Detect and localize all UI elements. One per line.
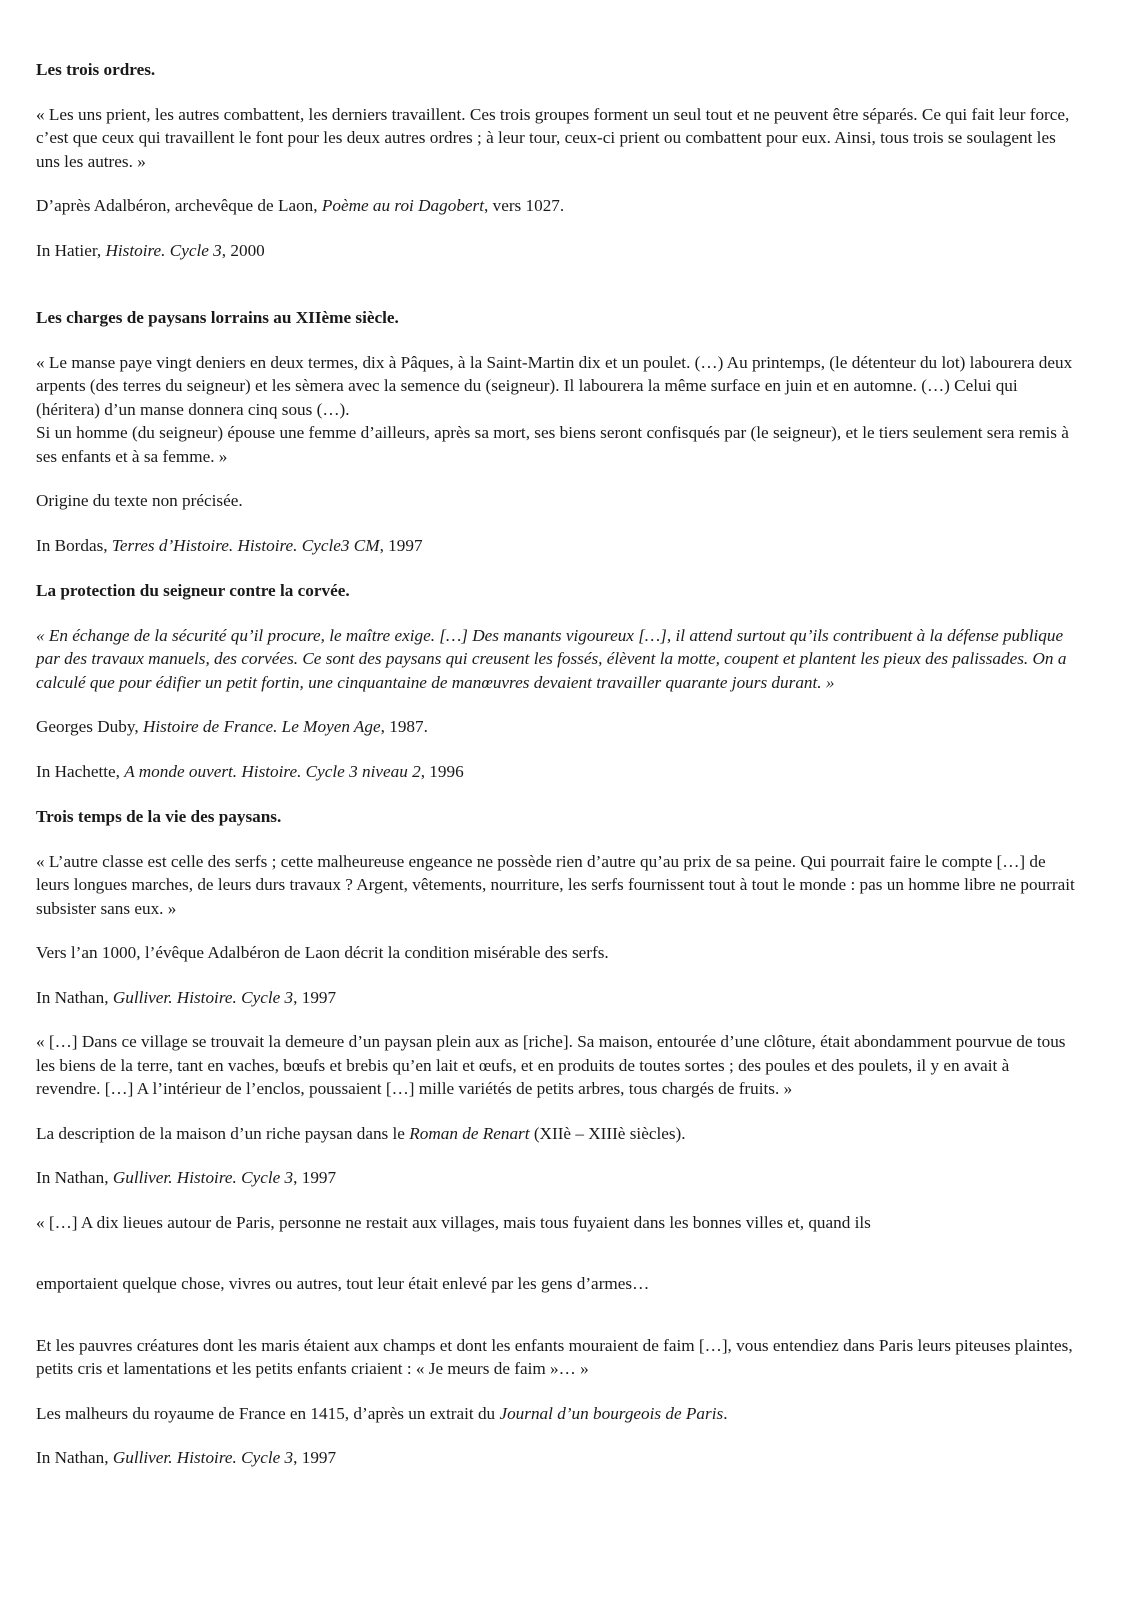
document-page: [36, 58, 1076, 1491]
reference-title: Gulliver. Histoire. Cycle 3: [112, 1168, 294, 1187]
quote-paragraph-2: Si un homme (du seigneur) épouse une femme d’ailleurs, après sa mort, ses biens seront confisqués par (le seigneur), et le tiers seulement sera remis à ses enfants et à sa femme. »: [36, 423, 1069, 466]
source-suffix: , vers 1027.: [484, 196, 565, 215]
quote-text-3-line-2: emportaient quelque chose, vivres ou autres, tout leur était enlevé par les gens d’armes…: [36, 1274, 650, 1293]
reference-publisher: In Nathan,: [36, 987, 113, 1007]
quote-paragraph-1: « Le manse paye vingt deniers en deux termes, dix à Pâques, à la Saint-Martin dix et un poulet. (…) Au printemps, (le détenteur du lot) labourera deux arpents (des terres du seigneur) et les sèmera avec la semence du (seigneur). Il labourera la même surface en juin et en automne. (…) Celui qui (héritera) d’un manse donnera cinq sous (…).: [36, 352, 1073, 419]
source-author: Georges Duby,: [36, 717, 143, 736]
section-heading: Trois temps de la vie des paysans.: [36, 807, 282, 826]
section-heading: La protection du seigneur contre la corvée.: [36, 581, 350, 600]
section-charges-paysans: [36, 306, 1076, 557]
reference-year: , 1996: [420, 761, 464, 781]
section-trois-ordres: [36, 58, 1076, 262]
quote-text: « En échange de la sécurité qu’il procure, le maître exige. […] Des manants vigoureux […], il attend surtout qu’ils contribuent à la défense publique par des travaux manuels, des corvées. Ce sont des paysans qui creusent les fossés, élèvent la motte, coupent et plantent les pieux des palissades. On a calculé que pour édifier un petit fortin, une cinquantaine de manœuvres devaient travailler quarante jours durant. »: [36, 625, 1067, 692]
reference-line: [36, 760, 1076, 784]
source-line: Origine du texte non précisée.: [36, 491, 243, 510]
reference-year: , 1997: [293, 1168, 337, 1187]
source-line: [36, 715, 1076, 739]
reference-publisher: In Bordas,: [36, 535, 112, 555]
reference-line-2: [36, 1166, 1076, 1190]
source-title: Roman de Renart: [409, 1123, 530, 1143]
quote-text-1: « L’autre classe est celle des serfs ; cette malheureuse engeance ne possède rien d’autre qu’au prix de sa peine. Qui pourrait faire le compte […] de leurs longues marches, de leurs durs travaux ? Argent, vêtements, nourriture, les serfs fournissent tout à tout le monde : pas un homme libre ne pourrait subsister sans eux. »: [36, 851, 1075, 918]
quote-text-3-line-3: Et les pauvres créatures dont les maris étaient aux champs et dont les enfants mouraient de faim […], vous entendiez dans Paris leurs piteuses plaintes, petits cris et lamentations et les petits enfants criaient : « Je meurs de faim »… »: [36, 1335, 1073, 1378]
source-title: Journal d’un bourgeois de Paris: [499, 1403, 724, 1423]
reference-title: Gulliver. Histoire. Cycle 3: [112, 1448, 294, 1467]
reference-publisher: In Nathan,: [36, 1168, 113, 1187]
source-suffix: (XIIè – XIIIè siècles).: [529, 1123, 686, 1143]
section-protection-seigneur: [36, 579, 1076, 783]
source-title: Histoire de France. Le Moyen Age: [142, 717, 381, 736]
reference-year: , 1997: [293, 1448, 337, 1467]
reference-title: Terres d’Histoire. Histoire. Cycle3 CM: [111, 535, 380, 555]
quote-text: « Les uns prient, les autres combattent, les derniers travaillent. Ces trois groupes forment un seul tout et ne peuvent être séparés. Ce qui fait leur force, c’est que ceux qui travaillent le font pour les deux autres ordres ; à leur tour, ceux-ci prient ou combattent pour eux. Ainsi, tous trois se soulagent les uns les autres. »: [36, 104, 1070, 171]
reference-line: [36, 534, 1076, 558]
source-title: Poème au roi Dagobert: [321, 196, 484, 215]
source-suffix: , 1987.: [380, 717, 428, 736]
source-text: La description de la maison d’un riche paysan dans le: [36, 1123, 410, 1143]
source-line-1: Vers l’an 1000, l’évêque Adalbéron de Laon décrit la condition misérable des serfs.: [36, 943, 609, 962]
source-text: Les malheurs du royaume de France en 1415, d’après un extrait du: [36, 1403, 500, 1423]
source-suffix: .: [723, 1403, 728, 1423]
quote-text-2: « […] Dans ce village se trouvait la demeure d’un paysan plein aux as [riche]. Sa maison, entourée d’une clôture, était abondamment pourvue de tous les biens de la terre, tant en vaches, bœufs et brebis qu’en lait et œufs, et en produits de toutes sortes ; des poules et des poulets, il y en avait à revendre. […] A l’intérieur de l’enclos, poussaient […] mille variétés de petits arbres, tous chargés de fruits. »: [36, 1032, 1066, 1098]
source-line-2: [36, 1122, 1076, 1146]
reference-publisher: In Hachette,: [36, 761, 125, 781]
reference-year: , 1997: [293, 987, 337, 1007]
source-line-3: [36, 1402, 1076, 1426]
reference-title: Gulliver. Histoire. Cycle 3: [112, 987, 294, 1007]
reference-title: A monde ouvert. Histoire. Cycle 3 niveau 2: [124, 761, 421, 781]
quote-text-3-line-1: « […] A dix lieues autour de Paris, personne ne restait aux villages, mais tous fuyaient dans les bonnes villes et, quand ils: [36, 1212, 871, 1232]
reference-line-3: [36, 1446, 1076, 1470]
reference-line-1: [36, 986, 1076, 1010]
source-text: D’après Adalbéron, archevêque de Laon,: [36, 196, 322, 215]
reference-line: [36, 239, 1076, 263]
section-heading: Les trois ordres.: [36, 60, 156, 79]
section-heading: Les charges de paysans lorrains au XIIème siècle.: [36, 308, 399, 327]
quote-text: [36, 351, 1076, 469]
section-vie-paysans: [36, 805, 1076, 1470]
reference-publisher: In Hatier,: [36, 240, 106, 260]
reference-publisher: In Nathan,: [36, 1448, 113, 1467]
source-line: [36, 194, 1076, 218]
reference-year: , 2000: [221, 240, 265, 260]
reference-year: , 1997: [379, 535, 423, 555]
reference-title: Histoire. Cycle 3: [105, 240, 222, 260]
